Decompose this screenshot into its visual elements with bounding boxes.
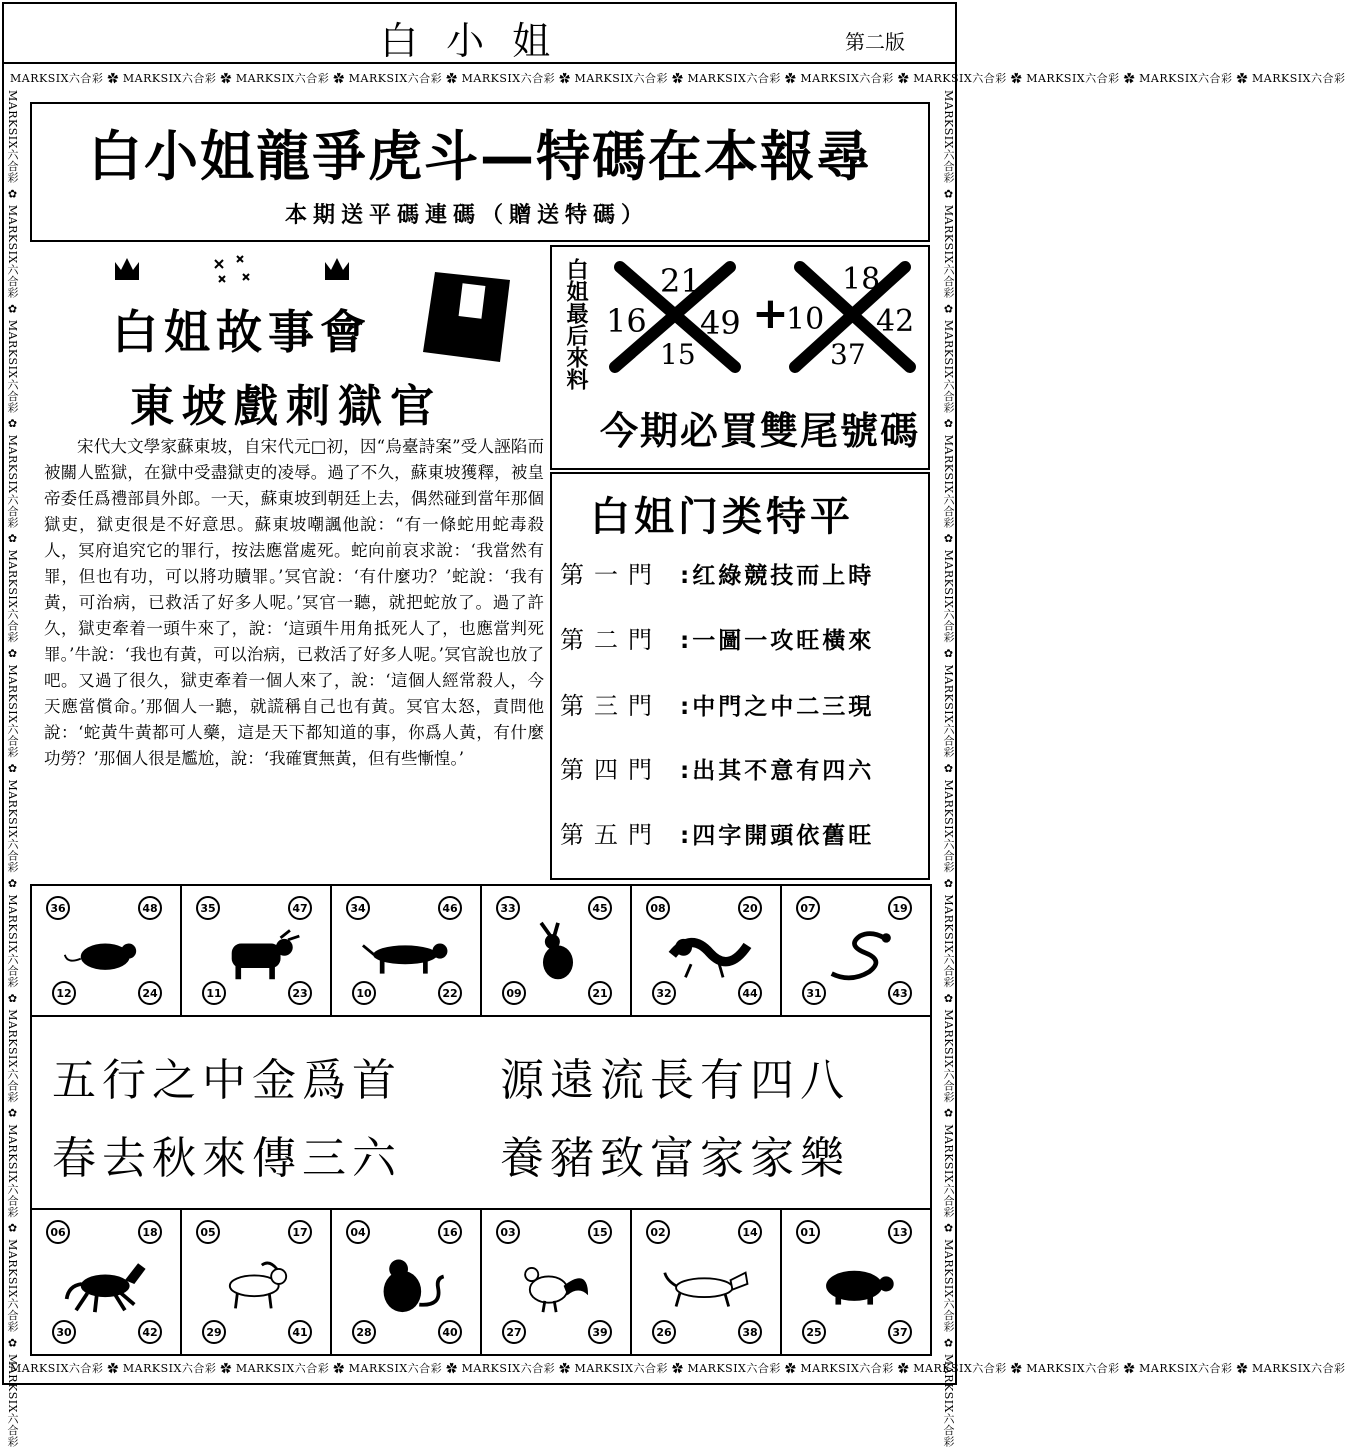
zodiac-cell bbox=[782, 886, 932, 1015]
zodiac-cell bbox=[332, 1210, 482, 1354]
zodiac-number: 38 bbox=[738, 1320, 762, 1344]
zodiac-number: 12 bbox=[52, 981, 76, 1005]
zodiac-number: 41 bbox=[288, 1320, 312, 1344]
zodiac-cell bbox=[482, 886, 632, 1015]
monkey-icon bbox=[360, 1252, 456, 1318]
zodiac-number: 24 bbox=[138, 981, 162, 1005]
zodiac-cell bbox=[182, 886, 332, 1015]
gate-row bbox=[560, 620, 920, 655]
gate-text: :中門之中二三現 bbox=[680, 694, 875, 720]
header-divider bbox=[2, 62, 957, 64]
zodiac-number: 26 bbox=[652, 1320, 676, 1344]
rooster-icon bbox=[510, 1252, 606, 1318]
edition-label: 第二版 bbox=[845, 30, 905, 54]
zodiac-number: 20 bbox=[738, 896, 762, 920]
zodiac-cell bbox=[482, 1210, 632, 1354]
zodiac-number: 16 bbox=[438, 1220, 462, 1244]
watermark-strip-bottom: MARKSIX六合彩 ✿ MARKSIX六合彩 ✿ MARKSIX六合彩 ✿ MARKSIX六合彩 ✿ MARKSIX六合彩 ✿ MARKSIX六合彩 ✿ MARKSIX六合彩 ✿ MARKSIX六合彩 ✿ MARKSIX六合彩 ✿ MARKSIX六合彩 ✿ MARKSIX六合彩 ✿ MARKSIX六合彩 bbox=[10, 1362, 1345, 1375]
zodiac-number: 40 bbox=[438, 1320, 462, 1344]
rabbit-icon bbox=[510, 921, 606, 987]
story-body: 宋代大文學家蘇東坡，自宋代元□初，因“烏臺詩案”受人誣陷而被關人監獄，在獄中受盡獄吏的凌辱。過了不久，蘇東坡獲釋，被皇帝委任爲禮部員外郎。一天，蘇東坡到朝廷上去，偶然碰到當年那個獄吏，獄吏很是不好意思。蘇東坡嘲諷他說：“有一條蛇用蛇毒殺人，冥府追究它的罪行，按法應當處死。蛇向前哀求說：‘我當然有罪，但也有功，可以將功贖罪。’冥官說：‘有什麼功？’蛇說：‘我有黃，可治病，已救活了好多人呢。’冥官一聽，就把蛇放了。過了許久，獄吏牽着一頭牛來了，說：‘這頭牛用角抵死人了，也應當判死罪。’牛說：‘我也有黃，可以治病，已救活了好多人呢。’冥官說也放了吧。又過了很久，獄吏牽着一個人來了，說：‘這個人經常殺人，今天應當償命。’那個人一聽，就謊稱自己也有黃。冥官太怒，責問他說：‘蛇黃牛黃都可人藥，這是天下都知道的事，你爲人黃，有什麼功勞？’那個人很是尷尬，說：‘我確實無黃，但有些慚惶。’ bbox=[44, 437, 544, 768]
dragon-icon bbox=[660, 921, 756, 987]
zodiac-number: 30 bbox=[52, 1320, 76, 1344]
cross-numbers-left bbox=[600, 262, 750, 372]
zodiac-number: 44 bbox=[738, 981, 762, 1005]
snake-icon bbox=[810, 921, 906, 987]
ox-icon bbox=[210, 921, 306, 987]
gate-text: :一圖一攻旺橫來 bbox=[680, 628, 875, 654]
zodiac-number: 46 bbox=[438, 896, 462, 920]
poem-line-2-right: 養豬致富家家樂 bbox=[500, 1133, 850, 1184]
zodiac-number: 09 bbox=[502, 981, 526, 1005]
zodiac-number: 17 bbox=[288, 1220, 312, 1244]
zodiac-number: 18 bbox=[138, 1220, 162, 1244]
cross-numbers-right bbox=[780, 262, 920, 372]
zodiac-number: 01 bbox=[796, 1220, 820, 1244]
goat-icon bbox=[210, 1252, 306, 1318]
gate-label: 第二門 bbox=[560, 626, 662, 654]
zodiac-number: 08 bbox=[646, 896, 670, 920]
zodiac-number: 11 bbox=[202, 981, 226, 1005]
book-icon bbox=[415, 262, 525, 376]
zodiac-cell bbox=[182, 1210, 332, 1354]
gate-label: 第一門 bbox=[560, 561, 662, 589]
zodiac-number: 03 bbox=[496, 1220, 520, 1244]
best-info-caption: 今期必買雙尾號碼 bbox=[600, 409, 921, 453]
gate-row bbox=[560, 555, 920, 590]
number: 16 bbox=[606, 302, 647, 340]
gate-label: 第四門 bbox=[560, 756, 662, 784]
zodiac-cell bbox=[632, 886, 782, 1015]
zodiac-number: 13 bbox=[888, 1220, 912, 1244]
gate-row bbox=[560, 686, 920, 721]
zodiac-number: 29 bbox=[202, 1320, 226, 1344]
zodiac-number: 42 bbox=[138, 1320, 162, 1344]
story-title: 東坡戲刺獄官 bbox=[130, 381, 442, 432]
zodiac-cell bbox=[632, 1210, 782, 1354]
rat-icon bbox=[60, 921, 156, 987]
zodiac-number: 23 bbox=[288, 981, 312, 1005]
gate-text: :出其不意有四六 bbox=[680, 758, 875, 784]
zodiac-number: 33 bbox=[496, 896, 520, 920]
dog-icon bbox=[660, 1252, 756, 1318]
best-info-label: 白姐最后來料 bbox=[563, 258, 588, 390]
zodiac-number: 14 bbox=[738, 1220, 762, 1244]
number: 18 bbox=[842, 262, 881, 297]
zodiac-number: 04 bbox=[346, 1220, 370, 1244]
zodiac-number: 25 bbox=[802, 1320, 826, 1344]
gate-text: :四字開頭依舊旺 bbox=[680, 823, 875, 849]
zodiac-number: 19 bbox=[888, 896, 912, 920]
zodiac-number: 47 bbox=[288, 896, 312, 920]
zodiac-number: 31 bbox=[802, 981, 826, 1005]
plus-sign: + bbox=[752, 288, 789, 339]
zodiac-number: 39 bbox=[588, 1320, 612, 1344]
number: 21 bbox=[660, 262, 701, 300]
zodiac-number: 02 bbox=[646, 1220, 670, 1244]
zodiac-number: 21 bbox=[588, 981, 612, 1005]
gates-title: 白姐门类特平 bbox=[590, 494, 854, 540]
story-decoration bbox=[105, 250, 365, 290]
zodiac-divider-top bbox=[30, 1015, 932, 1017]
zodiac-number: 15 bbox=[588, 1220, 612, 1244]
zodiac-number: 27 bbox=[502, 1320, 526, 1344]
zodiac-number: 48 bbox=[138, 896, 162, 920]
gate-row bbox=[560, 750, 920, 785]
poem-line-1-right: 源遠流長有四八 bbox=[500, 1055, 850, 1106]
tiger-icon bbox=[360, 921, 456, 987]
zodiac-cell bbox=[32, 1210, 182, 1354]
zodiac-number: 37 bbox=[888, 1320, 912, 1344]
zodiac-number: 28 bbox=[352, 1320, 376, 1344]
zodiac-number: 22 bbox=[438, 981, 462, 1005]
number: 10 bbox=[786, 302, 825, 337]
subheadline: 本期送平碼連碼（贈送特碼） bbox=[285, 203, 650, 228]
gate-row bbox=[560, 815, 920, 850]
number: 49 bbox=[700, 304, 741, 342]
zodiac-cell bbox=[332, 886, 482, 1015]
zodiac-number: 35 bbox=[196, 896, 220, 920]
zodiac-cell bbox=[782, 1210, 932, 1354]
number: 15 bbox=[660, 338, 696, 371]
zodiac-cell bbox=[32, 886, 182, 1015]
watermark-strip-top: MARKSIX六合彩 ✿ MARKSIX六合彩 ✿ MARKSIX六合彩 ✿ MARKSIX六合彩 ✿ MARKSIX六合彩 ✿ MARKSIX六合彩 ✿ MARKSIX六合彩 ✿ MARKSIX六合彩 ✿ MARKSIX六合彩 ✿ MARKSIX六合彩 ✿ MARKSIX六合彩 ✿ MARKSIX六合彩 bbox=[10, 72, 1345, 85]
zodiac-number: 10 bbox=[352, 981, 376, 1005]
zodiac-number: 36 bbox=[46, 896, 70, 920]
horse-icon bbox=[60, 1252, 156, 1318]
gate-label: 第五門 bbox=[560, 821, 662, 849]
zodiac-number: 06 bbox=[46, 1220, 70, 1244]
poem-line-1-left: 五行之中金爲首 bbox=[52, 1055, 402, 1106]
watermark-strip-left: MARKSIX六合彩 ✿ MARKSIX六合彩 ✿ MARKSIX六合彩 ✿ MARKSIX六合彩 ✿ MARKSIX六合彩 ✿ MARKSIX六合彩 ✿ MARKSIX六合彩 ✿ MARKSIX六合彩 ✿ MARKSIX六合彩 ✿ MARKSIX六合彩 ✿ MARKSIX六合彩 ✿ MARKSIX六合彩 bbox=[6, 90, 19, 1447]
masthead: 白 小 姐 bbox=[380, 19, 559, 63]
story-section-title: 白姐故事會 bbox=[112, 305, 372, 359]
tulip-icon bbox=[105, 250, 365, 290]
zodiac-number: 32 bbox=[652, 981, 676, 1005]
gate-text: :红綠競技而上時 bbox=[680, 563, 875, 589]
zodiac-number: 05 bbox=[196, 1220, 220, 1244]
zodiac-number: 43 bbox=[888, 981, 912, 1005]
watermark-strip-right: MARKSIX六合彩 ✿ MARKSIX六合彩 ✿ MARKSIX六合彩 ✿ MARKSIX六合彩 ✿ MARKSIX六合彩 ✿ MARKSIX六合彩 ✿ MARKSIX六合彩 ✿ MARKSIX六合彩 ✿ MARKSIX六合彩 ✿ MARKSIX六合彩 ✿ MARKSIX六合彩 ✿ MARKSIX六合彩 bbox=[942, 90, 955, 1447]
zodiac-number: 34 bbox=[346, 896, 370, 920]
zodiac-number: 07 bbox=[796, 896, 820, 920]
gate-label: 第三門 bbox=[560, 692, 662, 720]
zodiac-number: 45 bbox=[588, 896, 612, 920]
number: 42 bbox=[876, 304, 915, 339]
number: 37 bbox=[830, 338, 866, 371]
headline: 白小姐龍爭虎斗—特碼在本報尋 bbox=[88, 125, 872, 188]
pig-icon bbox=[810, 1252, 906, 1318]
poem-line-2-left: 春去秋來傳三六 bbox=[52, 1133, 402, 1184]
